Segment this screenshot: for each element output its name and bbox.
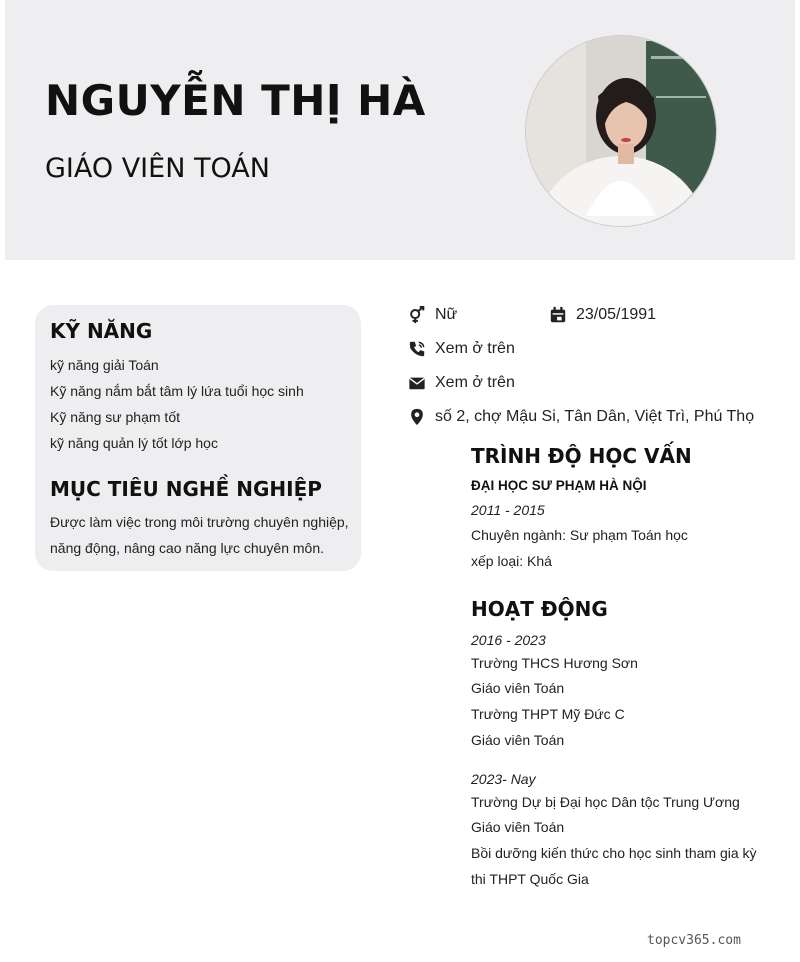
phone-icon — [408, 340, 426, 358]
activity-period: 2016 - 2023 — [471, 632, 546, 648]
address-value: số 2, chợ Mậu Si, Tân Dân, Việt Trì, Phú Thọ — [435, 408, 755, 425]
calendar-icon — [549, 306, 567, 324]
skills-list — [50, 352, 304, 456]
phone-value: Xem ở trên — [435, 340, 515, 357]
birthday-row — [549, 306, 656, 324]
activity-line: Trường THCS Hương Sơn — [471, 655, 638, 671]
watermark: topcv365.com — [647, 933, 741, 948]
candidate-name: NGUYỄN THỊ HÀ — [45, 76, 426, 125]
skill-item: Kỹ năng nắm bắt tâm lý lứa tuổi học sinh — [50, 383, 304, 399]
email-row — [408, 374, 515, 392]
email-value: Xem ở trên — [435, 374, 515, 391]
activities-title: HOẠT ĐỘNG — [471, 597, 608, 621]
education-school: ĐẠI HỌC SƯ PHẠM HÀ NỘI — [471, 478, 647, 493]
gender-value: Nữ — [435, 306, 458, 323]
gender-row — [408, 306, 457, 324]
career-goal-text: Được làm việc trong môi trường chuyên nghiệp, năng động, nâng cao năng lực chuyên môn. — [50, 514, 349, 556]
skills-title: KỸ NĂNG — [50, 319, 153, 343]
education-period: 2011 - 2015 — [471, 502, 545, 518]
skill-item: Kỹ năng sư phạm tốt — [50, 409, 180, 425]
career-goal-title: MỤC TIÊU NGHỀ NGHIỆP — [50, 477, 322, 501]
left-panel — [35, 305, 361, 571]
education-title: TRÌNH ĐỘ HỌC VẤN — [471, 444, 692, 468]
gender-icon — [408, 306, 426, 324]
activity-line: Giáo viên Toán — [471, 732, 565, 748]
job-title: GIÁO VIÊN TOÁN — [45, 153, 270, 184]
education-major: Chuyên ngành: Sư phạm Toán học — [471, 527, 688, 543]
phone-row — [408, 340, 515, 358]
education-grade: xếp loại: Khá — [471, 553, 552, 569]
address-row — [408, 408, 754, 426]
activity-period: 2023- Nay — [471, 771, 536, 787]
envelope-icon — [408, 374, 426, 392]
activity-line: Trường Dự bị Đại học Dân tộc Trung Ương — [471, 794, 740, 810]
birthday-value: 23/05/1991 — [576, 306, 657, 323]
skill-item: kỹ năng quản lý tốt lớp học — [50, 435, 218, 451]
avatar — [525, 35, 717, 227]
activity-line: Trường THPT Mỹ Đức C — [471, 706, 625, 722]
activity-line: Giáo viên Toán — [471, 680, 565, 696]
activity-line: Bồi dưỡng kiến thức cho học sinh tham gia kỳ — [471, 845, 757, 861]
skill-item: kỹ năng giải Toán — [50, 357, 159, 373]
location-pin-icon — [408, 408, 426, 426]
activity-line: thi THPT Quốc Gia — [471, 871, 589, 887]
activity-line: Giáo viên Toán — [471, 819, 565, 835]
